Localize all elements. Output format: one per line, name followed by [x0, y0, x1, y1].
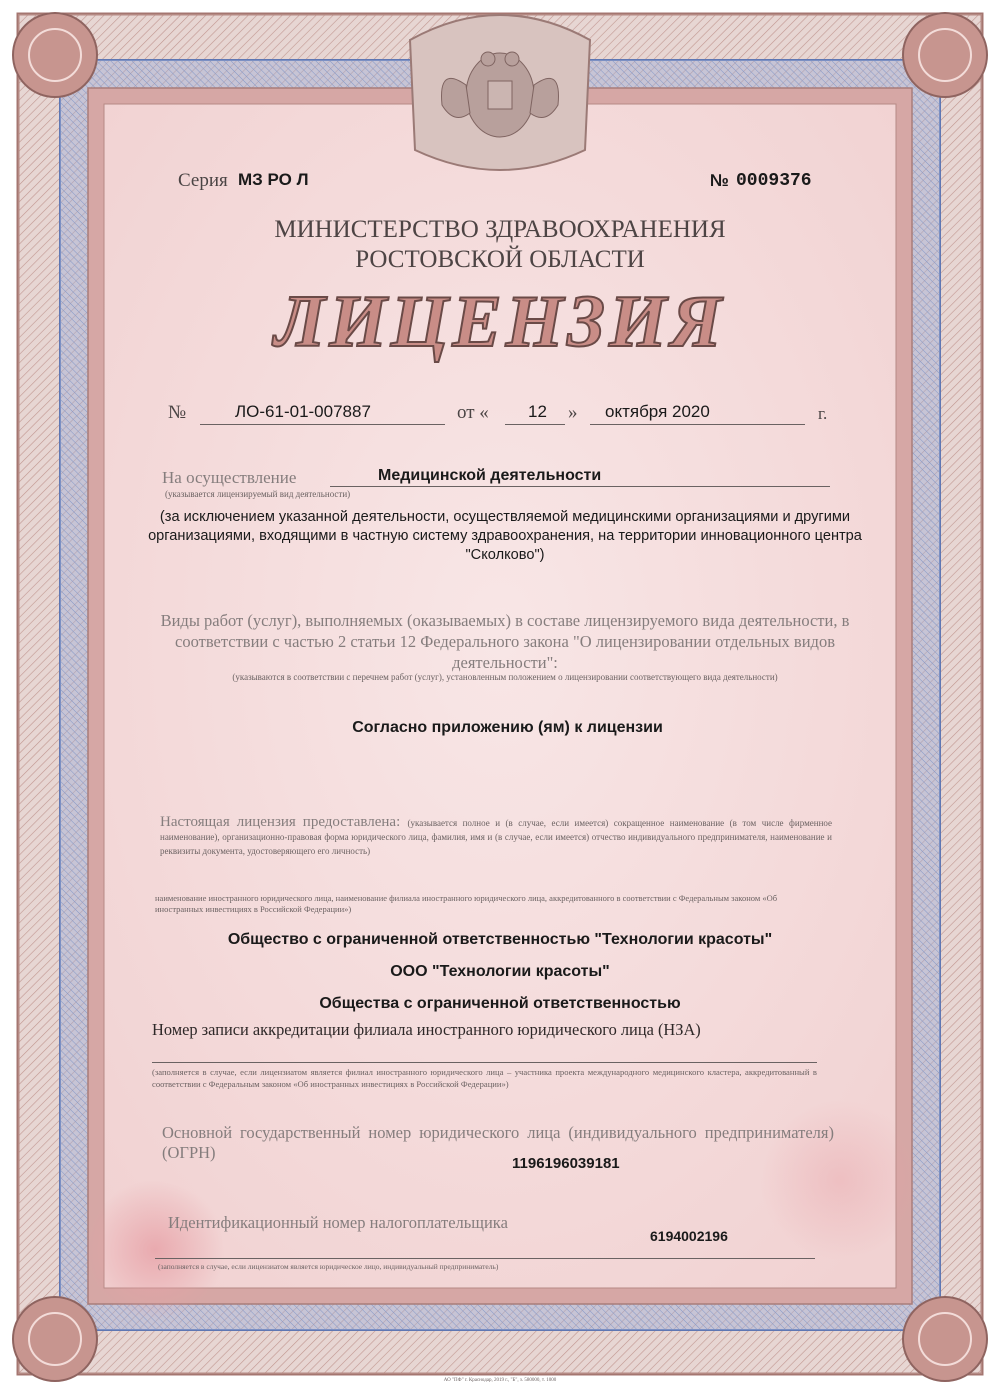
inn-label: Идентификационный номер налогоплательщика [168, 1213, 508, 1232]
nza-hint: (заполняется в случае, если лицензиатом является филиал иностранного юридического лица – участника проекта международного медицинского кластера, аккредитованный в соответствии с Федеральным законом «Об иностранных инвестициях в Российской Федерации») [152, 1067, 817, 1089]
license-number: ЛО-61-01-007887 [235, 402, 371, 421]
works-text: Виды работ (услуг), выполняемых (оказываемых) в составе лицензируемого вида деятельности, в соответствии с частью 2 статьи 12 Федерального закона "О лицензировании отдельных видов деятельности": [160, 611, 850, 672]
series-value: МЗ РО Л [238, 170, 309, 189]
ogrn-label: Основной государственный номер юридического лица (индивидуального предпринимателя) (ОГРН) [162, 1123, 834, 1162]
license-month-underline [590, 424, 805, 425]
activity-hint: (указывается лицензируемый вид деятельности) [165, 489, 351, 499]
corner-rosette-br [903, 1297, 987, 1381]
print-info: АО "ПФ" г. Краснодар, 2019 г., "Б", з. 580000, т. 1000 [443, 1378, 557, 1383]
license-day: 12 [528, 402, 547, 421]
license-month-year: октября 2020 [605, 402, 710, 421]
corner-rosette-tl [13, 13, 97, 97]
watermark-rosette-left [85, 1180, 225, 1320]
grantee-full-name: Общество с ограниченной ответственностью "Технологии красоты" [227, 931, 773, 948]
blank-number-label: № [710, 171, 729, 190]
activity-exclusion: (за исключением указанной деятельности, осуществляемой медицинскими организациями и другими организациями, входящими в частную систему здравоохранения, на территории инновационного центра "Сколково") [148, 509, 862, 563]
license-day-underline [505, 424, 565, 425]
corner-rosette-bl [13, 1297, 97, 1381]
works-hint: (указываются в соответствии с перечнем работ (услуг), установленным положением о лицензировании соответствующего вида деятельности) [232, 672, 778, 682]
ogrn-value: 1196196039181 [512, 1155, 620, 1172]
ministry-name-line1: МИНИСТЕРСТВО ЗДРАВООХРАНЕНИЯ [274, 216, 726, 243]
grantee-hint2: наименование иностранного юридического лица, наименование филиала иностранного юридического лица, аккредитованного в соответствии с Федеральным законом «Об иностранных инвестициях в Российской Федерации») [155, 893, 778, 914]
license-number-label: № [168, 402, 187, 423]
ministry-name-line2: РОСТОВСКОЙ ОБЛАСТИ [355, 246, 645, 273]
license-date-from-label: от « [457, 402, 489, 423]
grantee-short-name: ООО "Технологии красоты" [390, 963, 610, 980]
grantee-description [160, 815, 832, 857]
license-number-underline [200, 424, 445, 425]
inn-value: 6194002196 [650, 1228, 728, 1244]
nza-label: Номер записи аккредитации филиала иностранного юридического лица (НЗА) [152, 1020, 701, 1039]
inn-underline [155, 1258, 815, 1259]
activity-value: Медицинской деятельности [378, 467, 602, 484]
works-value: Согласно приложению (ям) к лицензии [352, 719, 663, 736]
license-title: ЛИЦЕНЗИЯ [274, 281, 726, 363]
grantee-hint: (указывается полное и (в случае, если имеется) сокращенное наименование (в том числе фирменное наименование), организационно-правовая форма юридического лица, фамилия, имя и (в случае, если имеется) отчество индивидуального предпринимателя, наименование и реквизиты документа, удостоверяющего его личность) [160, 818, 832, 856]
activity-label: На осуществление [162, 468, 297, 487]
grantee-legal-form: Общества с ограниченной ответственностью [319, 995, 681, 1012]
nza-underline [152, 1062, 817, 1063]
grantee-lead: Настоящая лицензия предоставлена: [160, 814, 401, 830]
series-label: Серия [178, 170, 228, 191]
corner-rosette-tr [903, 13, 987, 97]
blank-number-value: 0009376 [736, 171, 812, 191]
inn-hint: (заполняется в случае, если лицензиатом является юридическое лицо, индивидуальный предприниматель) [158, 1262, 499, 1271]
license-date-close-quote: » [568, 402, 578, 423]
activity-underline [330, 486, 830, 487]
license-year-suffix: г. [818, 404, 828, 423]
